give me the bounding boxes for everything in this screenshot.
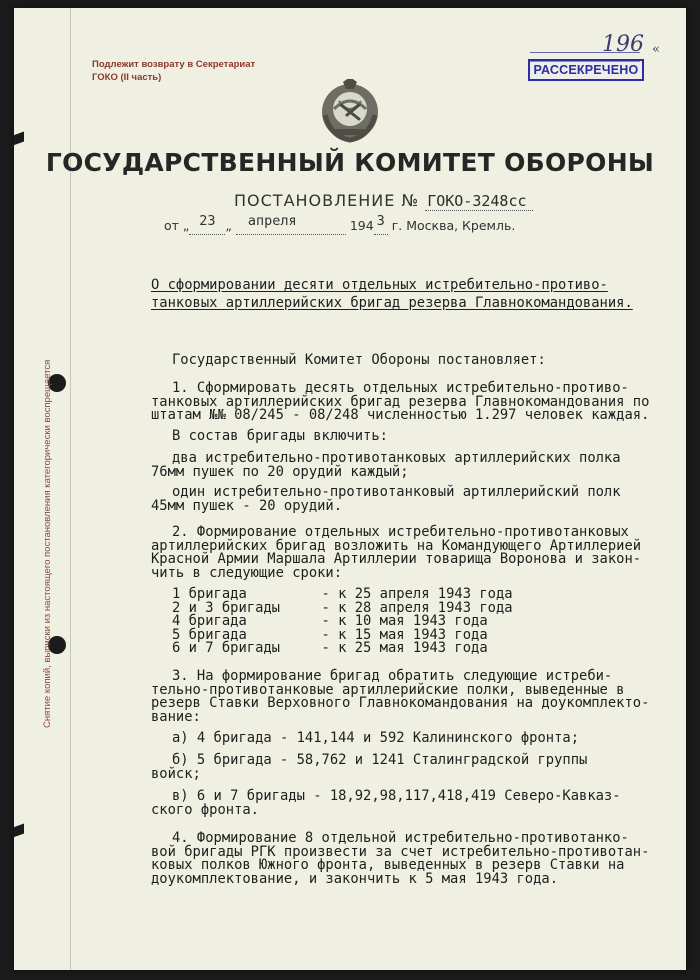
text-line: резерв Ставки Верховного Главнокомандования на доукомплекто- <box>151 695 650 711</box>
schedule-row: 2 и 3 бригады - к 28 апреля 1943 года <box>172 599 513 616</box>
allocation-item-c <box>151 790 621 817</box>
composition-item-a <box>151 452 621 479</box>
text-line: Красной Армии Маршала Артиллерии товарища Воронова и закон- <box>151 551 642 567</box>
text-line: один истребительно-противотанковый артиллерийский полк <box>172 484 621 500</box>
binding-notch <box>14 823 24 838</box>
date-month: апреля <box>247 213 297 229</box>
decree-number: ГОКО-3248сс <box>425 192 532 211</box>
decree-line <box>234 191 533 211</box>
handwritten-sheet-number: 196 <box>602 32 644 57</box>
return-note-line: ГОКО (II часть) <box>92 72 162 83</box>
return-note <box>92 58 255 84</box>
composition-intro: В состав бригады включить: <box>172 428 388 444</box>
date-prefix: от <box>164 218 179 233</box>
paragraph-1 <box>151 382 649 423</box>
text-line: чить в следующие сроки: <box>151 564 343 581</box>
text-line: 45мм пушек - 20 орудий. <box>151 497 343 514</box>
schedule-row: 6 и 7 бригады - к 25 мая 1943 года <box>172 640 488 656</box>
binding-notch <box>14 131 24 146</box>
state-emblem-icon <box>317 79 383 145</box>
date-line: от „ 23 „ апреля 194 3 г. Москва, Кремль. <box>164 213 516 233</box>
text-line: 3. На формирование бригад обратить следующие истреби- <box>172 668 613 684</box>
date-day: 23 <box>199 213 216 229</box>
decree-subject <box>151 276 633 312</box>
return-note-line: Подлежит возврату в Секретариат <box>92 59 256 70</box>
document-sheet <box>14 8 686 970</box>
schedule-row: 1 бригада - к 25 апреля 1943 года <box>172 586 513 602</box>
schedule-row: 4 бригада - к 10 мая 1943 года <box>172 613 488 629</box>
text-line: 4. Формирование 8 отдельной истребительно-противотанко- <box>172 830 629 846</box>
text-line: тельно-противотанковые артиллерийские полки, выведенные в <box>151 681 625 698</box>
text-line: артиллерийских бригад возложить на Командующего Артиллерией <box>151 537 642 554</box>
decree-label: ПОСТАНОВЛЕНИЕ № <box>234 191 420 210</box>
paragraph-3 <box>151 670 649 724</box>
schedule-list <box>172 588 513 656</box>
allocation-item-a: а) 4 бригада - 141,144 и 592 Калининского фронта; <box>172 730 580 746</box>
side-note: Снятие копий, выписки из настоящего постановления категорически воспрещается <box>42 359 53 728</box>
text-line: б) 5 бригада - 58,762 и 1241 Сталинградской группы <box>172 752 588 768</box>
date-year-digit: 3 <box>376 213 385 229</box>
text-line: вой бригады РГК произвести за счет истребительно-противотан- <box>151 843 650 860</box>
text-line: штатам №№ 08/245 - 08/248 численностью 1.297 человек каждая. <box>151 407 650 423</box>
page-title: ГОСУДАРСТВЕННЫЙ КОМИТЕТ ОБОРОНЫ <box>45 148 655 177</box>
text-line: ковых полков Южного фронта, выведенных в резерв Ставки на <box>151 857 625 873</box>
schedule-row: 5 бригада - к 15 мая 1943 года <box>172 626 488 643</box>
text-line: доукомплектование, и закончить к 5 мая 1943 года. <box>151 870 559 887</box>
declassified-stamp: РАССЕКРЕЧЕНО <box>528 59 644 81</box>
text-line: 2. Формирование отдельных истребительно-противотанковых <box>172 524 629 540</box>
handwritten-mark: « <box>652 42 660 57</box>
subject-line: О сформировании десяти отдельных истребительно-противо- <box>151 277 608 293</box>
date-year-prefix: 194 <box>349 218 374 233</box>
text-line: два истребительно-противотанковых артиллерийских полка <box>172 450 621 466</box>
intro-text: Государственный Комитет Обороны постановляет: <box>172 352 546 368</box>
text-line: танковых артиллерийских бригад резерва Главнокомандования по <box>151 393 650 410</box>
text-line: войск; <box>151 765 201 782</box>
text-line: ского фронта. <box>151 801 259 818</box>
allocation-item-b <box>151 754 587 781</box>
date-suffix: г. Москва, Кремль. <box>391 218 516 233</box>
subject-line: танковых артиллерийских бригад резерва Главнокомандования. <box>151 295 633 311</box>
text-line: 76мм пушек по 20 орудий каждый; <box>151 463 409 480</box>
paragraph-2 <box>151 526 641 580</box>
paragraph-4 <box>151 832 649 886</box>
text-line: вание: <box>151 708 201 725</box>
composition-item-b <box>151 486 621 513</box>
text-line: 1. Сформировать десять отдельных истребительно-противо- <box>172 380 629 396</box>
text-line: в) 6 и 7 бригады - 18,92,98,117,418,419 Северо-Кавказ- <box>172 788 621 804</box>
